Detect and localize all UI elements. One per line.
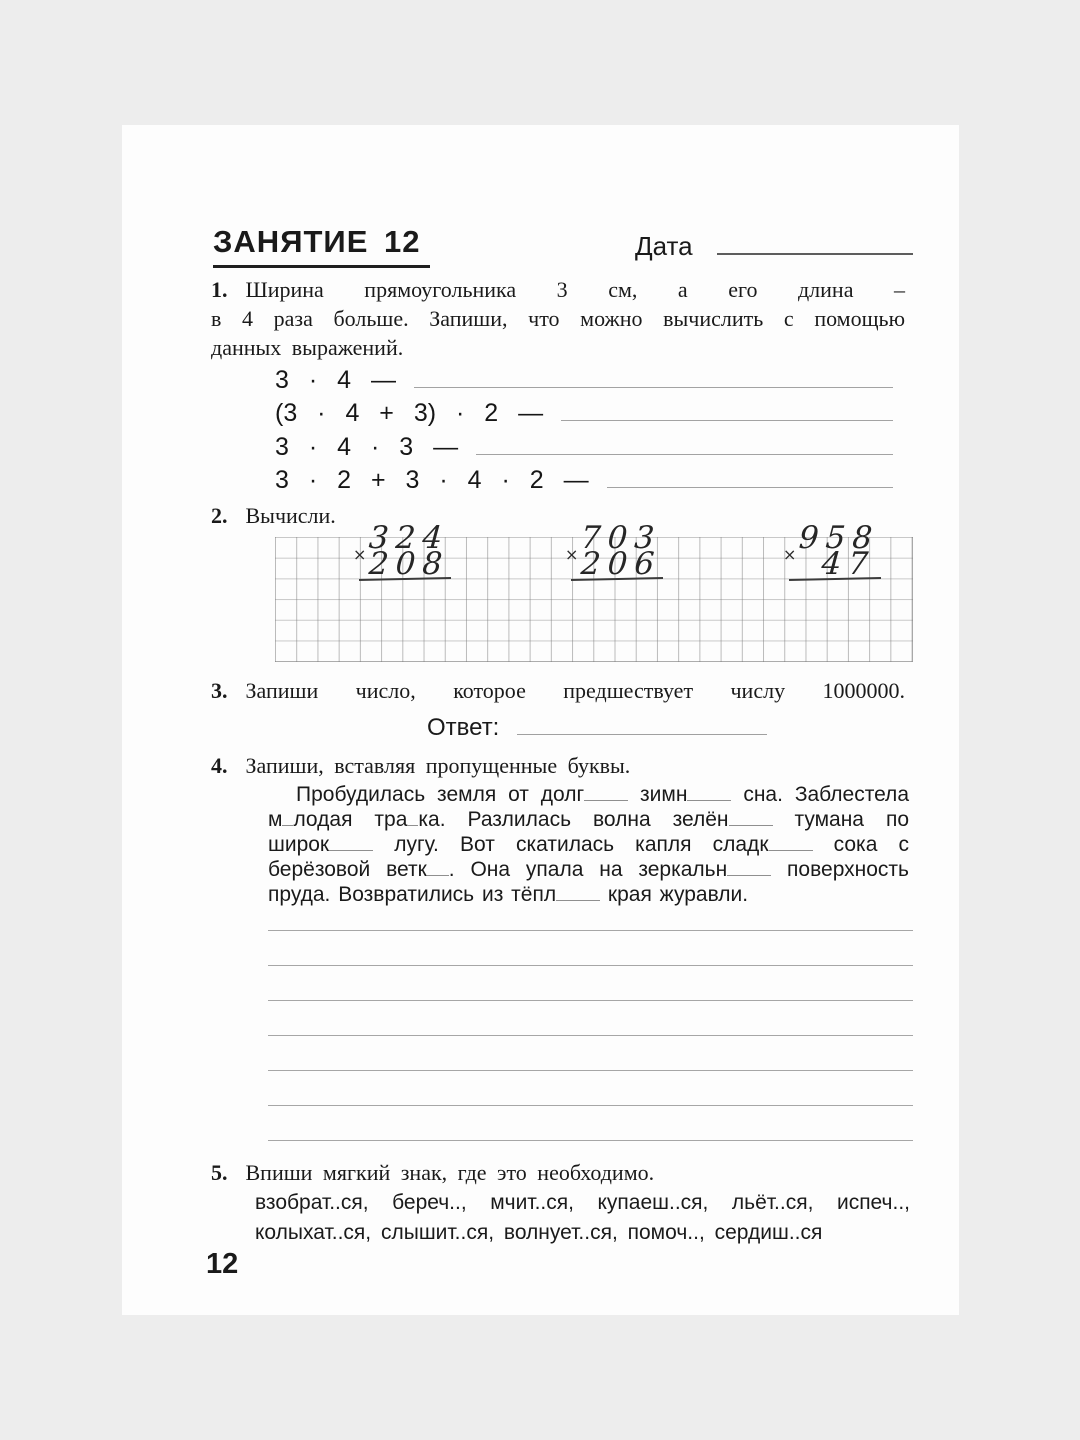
task5-text: [211, 1158, 905, 1187]
blank-gap: [769, 847, 813, 851]
text-line: 4. Запиши, вставляя пропущенные буквы.: [211, 753, 631, 778]
answer-blank-line: [517, 731, 767, 735]
expression-text: 3 · 4 · 3 —: [275, 432, 459, 461]
blank-gap: [427, 872, 449, 876]
ruled-writing-line: [268, 1001, 913, 1036]
task-number: 4.: [211, 753, 228, 778]
ruled-writing-line: [268, 1071, 913, 1106]
ruled-writing-line: [268, 931, 913, 966]
writing-lines: [268, 896, 913, 1141]
expression-blank-line: [414, 387, 893, 388]
multiply-sign: ×: [565, 545, 579, 564]
task4-text: [211, 751, 905, 780]
task5-words: [255, 1188, 910, 1248]
expression-row: [275, 428, 897, 462]
ruled-writing-line: [268, 1036, 913, 1071]
text-line: колыхат..ся, слышит..ся, волнует..ся, помоч.., сердиш..ся: [255, 1221, 823, 1244]
text-line: данных выражений.: [211, 335, 404, 360]
text-line: 3. Запиши число, которое предшествует числу 1000000.: [211, 678, 905, 703]
task3-text: [211, 676, 905, 705]
multiplicand-handwritten: 958: [797, 520, 881, 556]
multiply-sign: ×: [353, 545, 367, 564]
multiplier-handwritten: 47: [820, 546, 877, 582]
text-line: Пробудилась земля от долг зимн сна. Заблестела: [296, 783, 909, 806]
multiplicand-handwritten: 324: [367, 520, 451, 556]
ruled-writing-line: [268, 896, 913, 931]
multiplication-problem: [565, 520, 663, 582]
expression-row: [275, 462, 897, 496]
task-number: 1.: [211, 277, 228, 302]
task4-paragraph: [268, 782, 909, 907]
text-line: взобрат..ся, береч.., мчит..ся, купаеш..ся, льёт..ся, испеч..,: [255, 1191, 910, 1214]
task-number: 3.: [211, 678, 228, 703]
answer-row: [427, 714, 767, 742]
text-line: м лодая тра ка. Разлилась волна зелён тумана по: [268, 808, 909, 831]
ruled-writing-line: [268, 966, 913, 1001]
date-row: [635, 231, 913, 262]
expression-blank-line: [561, 420, 893, 421]
expression-row: [275, 361, 897, 395]
multiply-sign: ×: [783, 545, 797, 564]
text-line: широк лугу. Вот скатилась капля сладк сока с: [268, 833, 909, 856]
expression-blank-line: [607, 487, 893, 488]
task1-text: [211, 275, 905, 362]
expression-blank-line: [476, 454, 893, 455]
text-line: в 4 раза больше. Запиши, что можно вычислить с помощью: [211, 306, 905, 331]
expression-row: [275, 395, 897, 429]
multiplication-grid: [275, 520, 913, 662]
text-line: 2. Вычисли.: [211, 503, 336, 528]
expression-text: 3 · 4 —: [275, 365, 396, 394]
page-number: 12: [206, 1248, 239, 1280]
blank-gap: [329, 847, 373, 851]
blank-gap: [727, 872, 771, 876]
expression-text: (3 · 4 + 3) · 2 —: [275, 399, 544, 427]
task-number: 2.: [211, 503, 228, 528]
task1-expressions: [275, 361, 897, 495]
answer-label: Ответ:: [427, 714, 500, 741]
text-line: пруда. Возвратились из тёпл края журавли.: [268, 883, 749, 906]
workbook-page: [122, 125, 959, 1315]
lesson-header: [213, 224, 430, 268]
expression-text: 3 · 2 + 3 · 4 · 2 —: [275, 466, 589, 494]
blank-gap: [584, 797, 628, 801]
multiplier-handwritten: 206: [579, 546, 663, 582]
date-label: Дата: [635, 231, 693, 261]
blank-gap: [407, 822, 418, 826]
blank-gap: [729, 822, 773, 826]
blank-gap: [687, 797, 731, 801]
date-blank-line: [717, 250, 913, 255]
multiplicand-handwritten: 703: [579, 520, 663, 556]
task-number: 5.: [211, 1160, 228, 1185]
multiplication-problem: [353, 520, 451, 582]
text-line: 1. Ширина прямоугольника 3 см, а его длина –: [211, 277, 905, 302]
text-line: 5. Впиши мягкий знак, где это необходимо.: [211, 1160, 655, 1185]
lesson-title: ЗАНЯТИЕ 12: [213, 224, 430, 268]
multiplication-problem: [783, 520, 881, 582]
multiplier-handwritten: 208: [367, 546, 451, 582]
ruled-writing-line: [268, 1106, 913, 1141]
blank-gap: [282, 822, 293, 826]
text-line: берёзовой ветк . Она упала на зеркальн поверхность: [268, 858, 909, 881]
